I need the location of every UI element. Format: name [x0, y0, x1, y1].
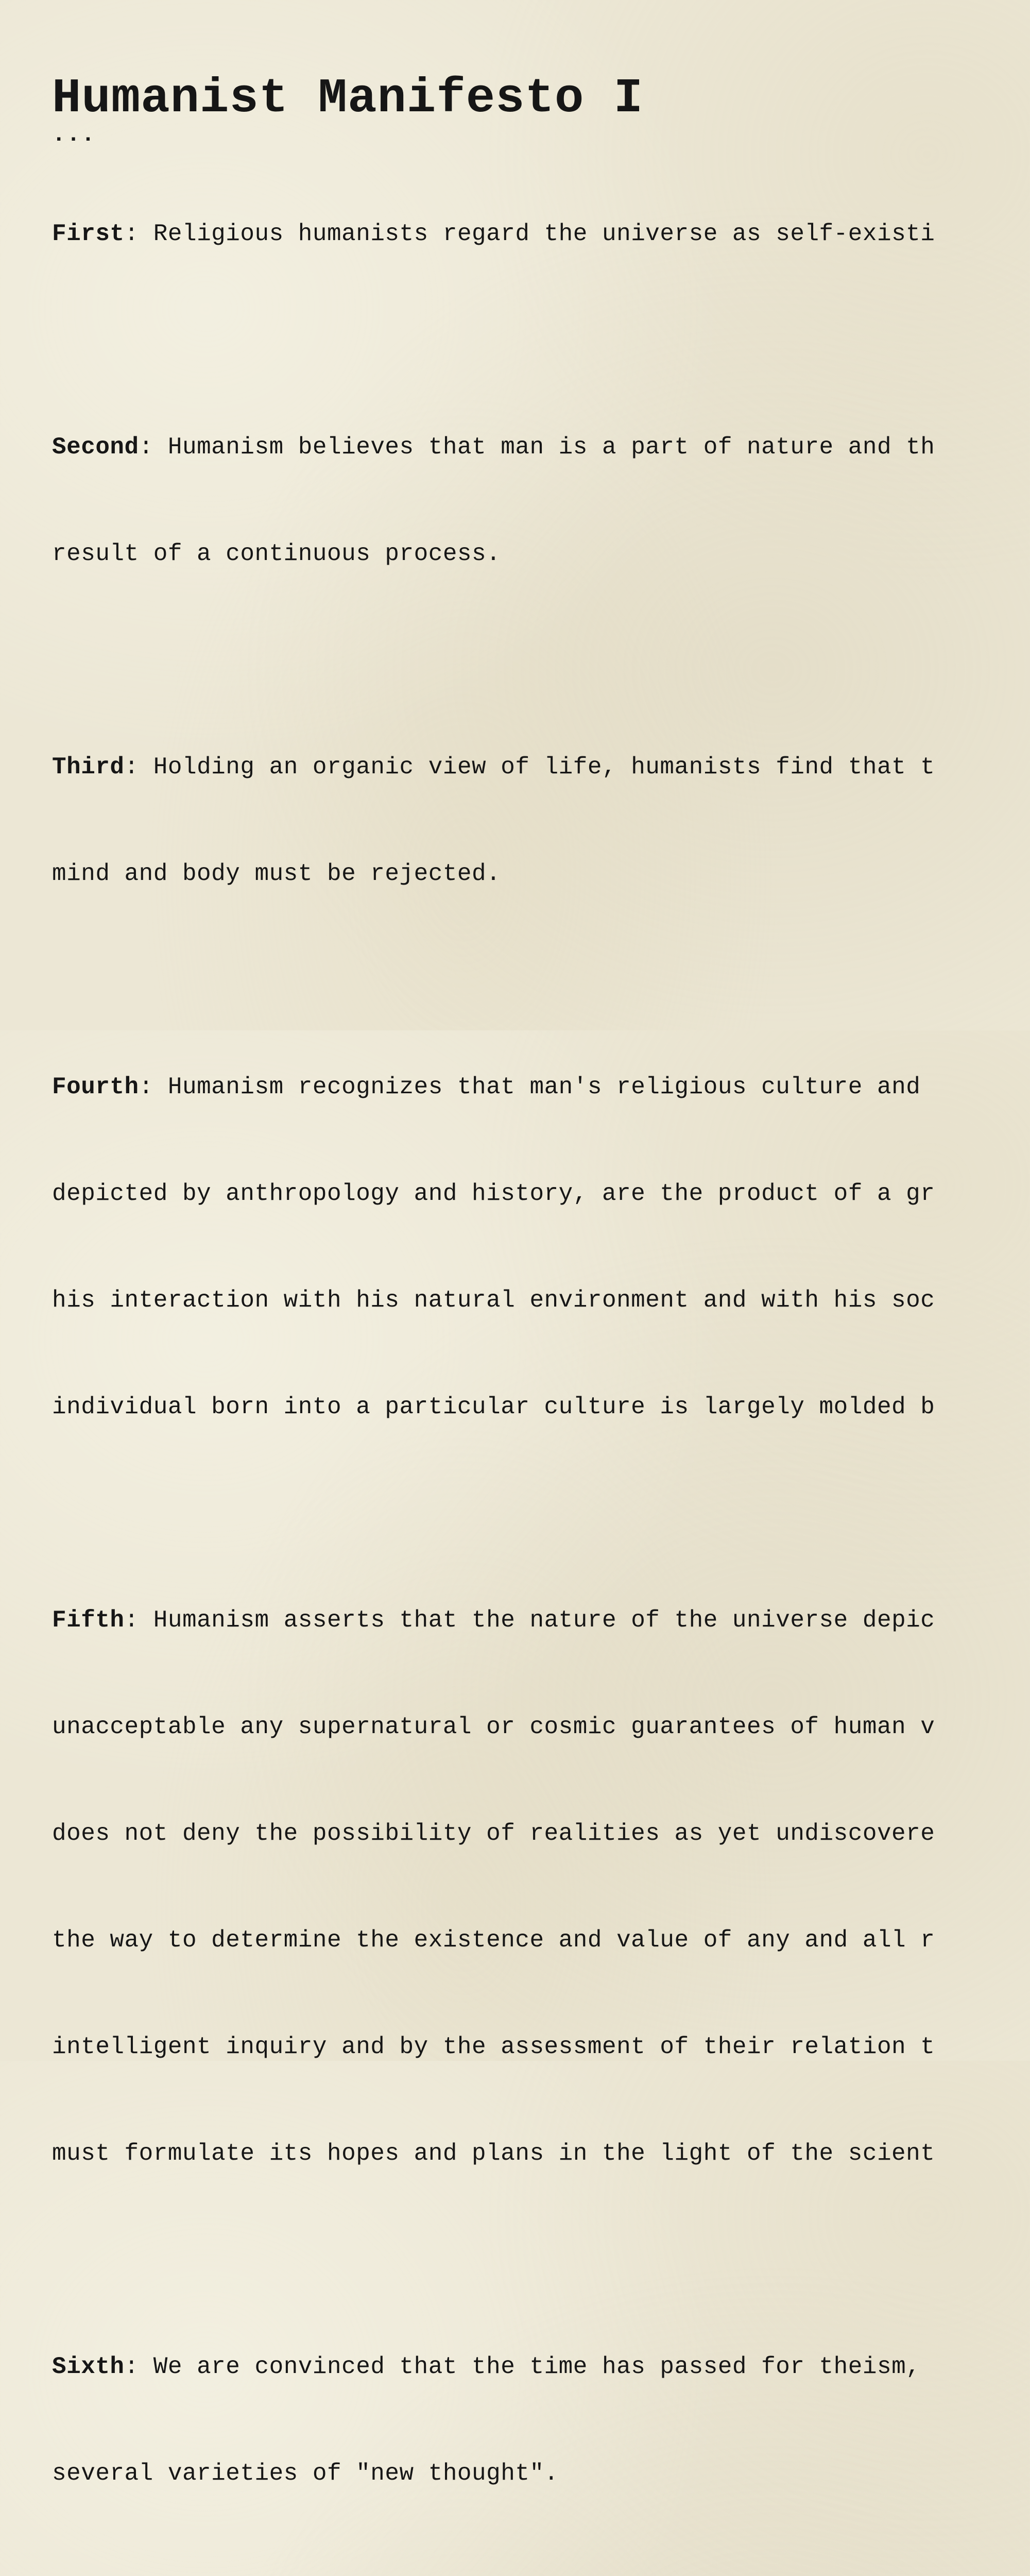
paragraph-line: does not deny the possibility of realities as yet undiscovere [52, 1820, 935, 1847]
paragraph-line: the way to determine the existence and value of any and all r [52, 1927, 935, 1954]
paragraph-first [52, 145, 1030, 323]
paragraph-line [52, 216, 1030, 252]
paragraph-line [52, 2349, 1030, 2385]
paragraph-line [52, 1603, 1030, 1638]
paragraph-line: several varieties of "new thought". [52, 2460, 559, 2487]
paragraph-line: mind and body must be rejected. [52, 860, 501, 887]
paragraph-label: Fifth [52, 1607, 125, 1634]
label-separator: : [139, 1074, 168, 1100]
paragraph-text: Holding an organic view of life, humanists find that t [153, 754, 935, 781]
omission-ellipsis: ... [52, 122, 96, 148]
paragraph-text: Humanism recognizes that man's religious culture and [167, 1074, 921, 1100]
paragraph-fourth [52, 998, 1030, 1496]
paragraph-label: Sixth [52, 2353, 125, 2380]
paragraph-text: Humanism believes that man is a part of nature and th [167, 434, 935, 461]
paragraph-line [52, 430, 1030, 465]
paragraph-third [52, 679, 1030, 963]
paragraph-text: We are convinced that the time has passed for theism, [153, 2353, 921, 2380]
paragraph-label: Third [52, 754, 125, 781]
paragraph-line: intelligent inquiry and by the assessment of their relation t [52, 2033, 935, 2060]
paragraph-line [52, 750, 1030, 785]
paragraph-line: must formulate its hopes and plans in the light of the scient [52, 2140, 935, 2167]
paragraph-text: Humanism asserts that the nature of the universe depic [153, 1607, 935, 1634]
document-title: Humanist Manifesto I [52, 72, 644, 126]
label-separator: : [124, 754, 153, 781]
paragraph-line: result of a continuous process. [52, 540, 501, 567]
label-separator: : [124, 1607, 153, 1634]
paragraph-line [52, 1070, 1030, 1105]
label-separator: : [139, 434, 168, 461]
paragraph-fifth [52, 1532, 1030, 2243]
paragraph-label: Second [52, 434, 139, 461]
paragraph-second [52, 359, 1030, 643]
paragraph-sixth [52, 2278, 1030, 2563]
paragraph-label: Fourth [52, 1074, 139, 1100]
paragraph-line: depicted by anthropology and history, are the product of a gr [52, 1180, 935, 1207]
label-separator: : [124, 221, 153, 247]
label-separator: : [124, 2353, 153, 2380]
paragraph-line: unacceptable any supernatural or cosmic guarantees of human v [52, 1714, 935, 1740]
paragraph-line: individual born into a particular culture is largely molded b [52, 1394, 935, 1420]
document-page [52, 72, 1030, 2487]
paragraph-text: Religious humanists regard the universe as self-existi [153, 221, 935, 247]
paragraph-label: First [52, 221, 125, 247]
paragraph-line: his interaction with his natural environment and with his soc [52, 1287, 935, 1314]
